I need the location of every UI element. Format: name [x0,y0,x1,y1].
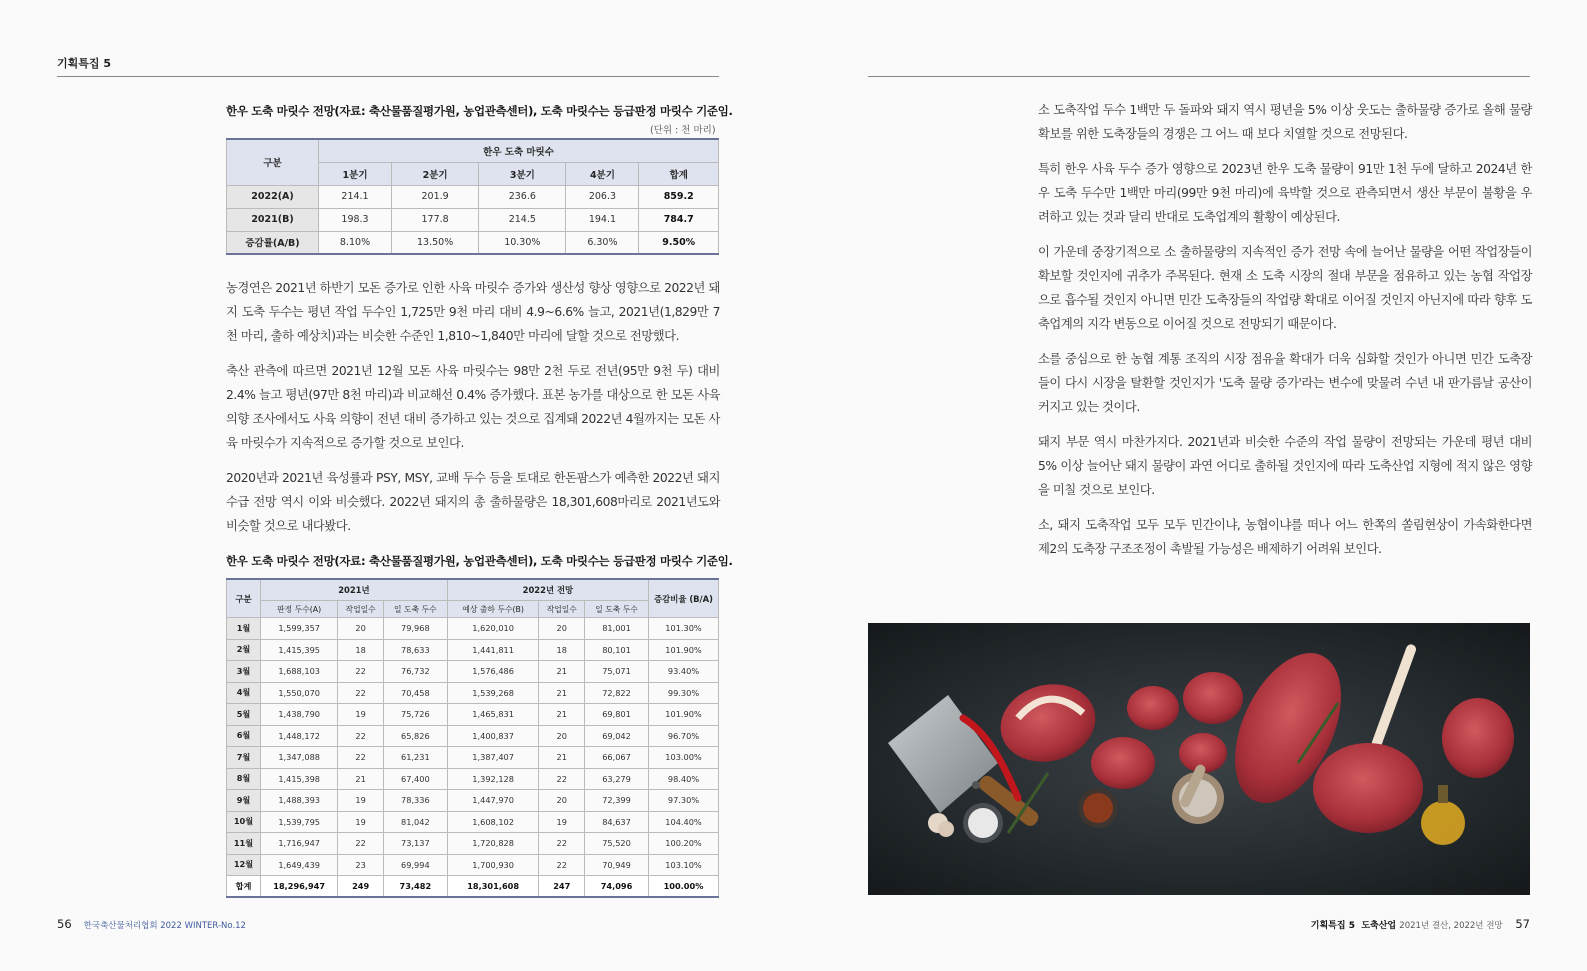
table2-row-label: 6월 [227,725,261,747]
table2-cell: 22 [338,747,384,769]
table2-sub-header: 작업일수 [338,601,384,618]
table-row [227,661,719,683]
footer-left [57,917,246,931]
table1-unit: (단위 : 천 마리) [650,125,716,136]
table2-row-label: 3월 [227,661,261,683]
table2-cell: 247 [539,876,585,898]
table-row [227,231,719,254]
table2-cell: 70,949 [585,854,649,876]
table2-cell: 84,637 [585,811,649,833]
table2-cell: 1,387,407 [447,747,539,769]
table-monthly-slaughter [226,578,719,898]
table1-row-label: 2022(A) [227,185,319,208]
table2-cell: 1,400,837 [447,725,539,747]
table2-row-label: 11월 [227,833,261,855]
table2-sub-header: 일 도축 두수 [585,601,649,618]
table-row [227,704,719,726]
table2-corner: 구분 [227,579,261,618]
table2-row-label: 4월 [227,682,261,704]
table1-row-label: 증감률(A/B) [227,231,319,254]
table-row [227,682,719,704]
right-paragraph-4: 소를 중심으로 한 농협 계통 조직의 시장 점유율 확대가 더욱 심화할 것인가 아니면 민간 도축장들이 다시 시장을 탈환할 것인지가 '도축 물량 증가'라는 변수에 맞물려 수년 내 판가름날 공산이 커지고 있는 것이다. [1038,352,1532,414]
table2-cell: 93.40% [649,661,719,683]
table1-cell: 194.1 [566,208,639,231]
table1-row-label: 2021(B) [227,208,319,231]
table-row [227,768,719,790]
table2-cell: 98.40% [649,768,719,790]
table2-cell: 70,458 [383,682,447,704]
right-paragraph-5: 돼지 부문 역시 마찬가지다. 2021년과 비슷한 수준의 작업 물량이 전망되는 가운데 평년 대비 5% 이상 늘어난 돼지 물량이 과연 어디로 출하될 것인지에 따라 도축산업 지형에 적지 않은 영향을 미칠 것으로 보인다. [1038,435,1532,497]
table2-cell: 100.00% [649,876,719,898]
table2-cell: 1,716,947 [261,833,338,855]
table-row [227,833,719,855]
table2-cell: 20 [338,618,384,640]
table2-cell: 1,649,439 [261,854,338,876]
table2-cell: 1,608,102 [447,811,539,833]
table-row [227,639,719,661]
table2-cell: 22 [338,725,384,747]
table2-sub-header: 판정 두수(A) [261,601,338,618]
table1-col-header: 합계 [639,162,719,185]
right-paragraph-2: 특히 한우 사육 두수 증가 영향으로 2023년 한우 도축 물량이 91만 1천 두에 달하고 2024년 한우 도축 두수만 1백만 마리(99만 9천 마리)에 육박할 것으로 관측되면서 생산 부문이 불황을 우려하고 있는 것과 달리 반대로 도축업계의 활황이 예상된다. [1038,162,1532,224]
section-header: 기획특집 5 [57,57,111,70]
table2-row-label: 2월 [227,639,261,661]
table-row [227,185,719,208]
table2-cell: 63,279 [585,768,649,790]
table2-cell: 1,392,128 [447,768,539,790]
table2-cell: 1,415,398 [261,768,338,790]
table2-sub-header: 일 도축 두수 [383,601,447,618]
left-paragraph-1: 농경연은 2021년 하반기 모돈 증가로 인한 사육 마릿수 증가와 생산성 향상 영향으로 2022년 돼지 도축 두수는 평년 작업 두수인 1,725만 9천 마리 대비 4.9~6.6% 늘고, 2021년(1,829만 7천 마리, 출하 예상치)과는 비슷한 수준인 1,810~1,840만 마리에 달할 것으로 전망했다. [226,281,720,343]
table2-cell: 1,438,790 [261,704,338,726]
table1-cell: 177.8 [392,208,479,231]
table2-cell: 19 [338,790,384,812]
table1-cell: 859.2 [639,185,719,208]
table2-cell: 22 [539,854,585,876]
table2-group-2022: 2022년 전망 [447,579,648,601]
table2-cell: 73,482 [383,876,447,898]
table2-cell: 19 [338,811,384,833]
table2-cell: 1,688,103 [261,661,338,683]
table2-cell: 72,822 [585,682,649,704]
footer-right [1311,917,1530,931]
header-rule-right [868,76,1530,77]
right-paragraph-6: 소, 돼지 도축작업 모두 모두 민간이냐, 농협이냐를 떠나 어느 한쪽의 쏠림현상이 가속화한다면 제2의 도축장 구조조정이 촉발될 가능성은 배제하기 어려워 보인다. [1038,518,1532,556]
table2-cell: 1,599,357 [261,618,338,640]
table2-group-2021: 2021년 [261,579,448,601]
table2-cell: 22 [539,768,585,790]
table2-cell: 101.90% [649,704,719,726]
table2-cell: 22 [338,682,384,704]
table2-cell: 1,720,828 [447,833,539,855]
table2-cell: 75,520 [585,833,649,855]
table2-cell: 103.10% [649,854,719,876]
table2-cell: 18 [338,639,384,661]
table2-cell: 18 [539,639,585,661]
table2-cell: 75,726 [383,704,447,726]
table2-cell: 96.70% [649,725,719,747]
table2-cell: 1,447,970 [447,790,539,812]
table-row [227,811,719,833]
table2-cell: 1,620,010 [447,618,539,640]
table2-cell: 1,539,268 [447,682,539,704]
table2-cell: 22 [338,833,384,855]
table1-cell: 214.1 [319,185,392,208]
table2-cell: 78,336 [383,790,447,812]
table2-cell: 1,347,088 [261,747,338,769]
table-row [227,854,719,876]
table-row [227,790,719,812]
table2-row-label: 7월 [227,747,261,769]
table2-cell: 20 [539,790,585,812]
table2-cell: 101.90% [649,639,719,661]
table2-cell: 81,042 [383,811,447,833]
table1-col-header: 1분기 [319,162,392,185]
table-row [227,208,719,231]
table2-cell: 22 [338,661,384,683]
table1-cell: 198.3 [319,208,392,231]
table1-col-header: 4분기 [566,162,639,185]
table2-cell: 73,137 [383,833,447,855]
table2-title: 한우 도축 마릿수 전망(자료: 축산물품질평가원, 농업관측센터), 도축 마릿수는 등급판정 마릿수 기준임. [226,554,733,568]
table2-cell: 78,633 [383,639,447,661]
left-paragraph-2: 축산 관측에 따르면 2021년 12월 모돈 사육 마릿수는 98만 2천 두로 전년(95만 9천 두) 대비 2.4% 늘고 평년(97만 8천 마리)과 비교해선 0.4% 증가했다. 표본 농가를 대상으로 한 모돈 사육 의향 조사에서도 사육 의향이 전년 대비 증가하고 있는 것으로 집계돼 2022년 4월까지는 모돈 사육 마릿수가 지속적으로 증가할 것으로 보인다. [226,364,720,450]
table2-cell: 21 [539,747,585,769]
table2-cell: 75,071 [585,661,649,683]
table2-cell: 1,448,172 [261,725,338,747]
table1-corner: 구분 [227,139,319,185]
table2-cell: 22 [539,833,585,855]
table1-cell: 201.9 [392,185,479,208]
table1-cell: 206.3 [566,185,639,208]
table2-cell: 74,096 [585,876,649,898]
table2-cell: 69,042 [585,725,649,747]
table2-cell: 1,441,811 [447,639,539,661]
table2-cell: 20 [539,618,585,640]
table2-cell: 69,801 [585,704,649,726]
table2-cell: 1,550,070 [261,682,338,704]
table2-row-label: 1월 [227,618,261,640]
footer-section: 기획특집 5 [1310,921,1355,931]
table1-cell: 6.30% [566,231,639,254]
table2-cell: 69,994 [383,854,447,876]
table2-cell: 18,301,608 [447,876,539,898]
table2-cell: 1,415,395 [261,639,338,661]
table2-cell: 20 [539,725,585,747]
table2-cell: 72,399 [585,790,649,812]
table2-sub-header: 예상 출하 두수(B) [447,601,539,618]
table2-cell: 1,465,831 [447,704,539,726]
table1-cell: 214.5 [479,208,566,231]
table2-cell: 81,001 [585,618,649,640]
table1-cell: 13.50% [392,231,479,254]
table-hanwoo-quarterly [226,138,719,255]
table2-cell: 249 [338,876,384,898]
right-paragraph-3: 이 가운데 중장기적으로 소 출하물량의 지속적인 증가 전망 속에 늘어난 물량을 어떤 작업장들이 확보할 것인지에 귀추가 주목된다. 현재 소 도축 시장의 절대 부문을 점유하고 있는 농협 작업장으로 흡수될 것인지 아니면 민간 도축장들의 작업량 확대로 이어질 것인지 아닌지에 따라 향후 도축업계의 지각 변동으로 이어질 것으로 전망되기 때문이다. [1038,245,1532,331]
table2-cell: 66,067 [585,747,649,769]
table2-cell: 101.30% [649,618,719,640]
table2-cell: 103.00% [649,747,719,769]
header-rule-left [57,76,719,77]
table1-title: 한우 도축 마릿수 전망(자료: 축산물품질평가원, 농업관측센터), 도축 마릿수는 등급판정 마릿수 기준임. [226,104,733,118]
table2-cell: 23 [338,854,384,876]
table1-cell: 10.30% [479,231,566,254]
table2-cell: 19 [338,704,384,726]
footer-subtitle: 2021년 결산, 2022년 전망 [1399,921,1503,931]
table2-cell: 76,732 [383,661,447,683]
meat-cuts-photo [868,623,1530,895]
publication-name: 한국축산물처리협회 2022 WINTER-No.12 [83,921,246,931]
table2-row-label: 5월 [227,704,261,726]
page-number-right: 57 [1515,917,1530,931]
table2-cell: 21 [539,661,585,683]
table-row [227,747,719,769]
table1-cell: 784.7 [639,208,719,231]
table1-cell: 8.10% [319,231,392,254]
left-paragraph-3: 2020년과 2021년 육성률과 PSY, MSY, 교배 두수 등을 토대로 한돈팜스가 예측한 2022년 돼지 수급 전망 역시 이와 비슷했다. 2022년 돼지의 총 출하물량은 18,301,608마리로 2021년도와 비슷할 것으로 내다봤다. [226,471,720,533]
table2-cell: 67,400 [383,768,447,790]
table2-cell: 1,700,930 [447,854,539,876]
table2-ratio-header: 증감비율 (B/A) [649,579,719,618]
right-paragraph-1: 소 도축작업 두수 1백만 두 돌파와 돼지 역시 평년을 5% 이상 웃도는 출하물량 증가로 올해 물량 확보를 위한 도축장들의 경쟁은 그 어느 때 보다 치열할 것으로 전망된다. [1038,103,1532,141]
table-row [227,725,719,747]
page-number-left: 56 [57,917,72,931]
table1-group-header: 한우 도축 마릿수 [319,139,719,162]
table2-sub-header: 작업일수 [539,601,585,618]
table2-row-label: 9월 [227,790,261,812]
table2-row-label: 8월 [227,768,261,790]
table2-cell: 79,968 [383,618,447,640]
table2-row-label: 12월 [227,854,261,876]
table2-row-label: 합계 [227,876,261,898]
table2-cell: 18,296,947 [261,876,338,898]
table2-cell: 1,539,795 [261,811,338,833]
table2-cell: 97.30% [649,790,719,812]
table1-cell: 236.6 [479,185,566,208]
table2-cell: 21 [539,704,585,726]
table2-cell: 61,231 [383,747,447,769]
table1-col-header: 2분기 [392,162,479,185]
table2-cell: 100.20% [649,833,719,855]
table2-cell: 65,826 [383,725,447,747]
table2-row-label: 10월 [227,811,261,833]
table-row [227,876,719,898]
table2-cell: 1,488,393 [261,790,338,812]
table2-cell: 19 [539,811,585,833]
table2-cell: 104.40% [649,811,719,833]
table1-cell: 9.50% [639,231,719,254]
table2-cell: 21 [539,682,585,704]
table2-cell: 99.30% [649,682,719,704]
table1-col-header: 3분기 [479,162,566,185]
table2-cell: 80,101 [585,639,649,661]
table-row [227,618,719,640]
table2-cell: 21 [338,768,384,790]
table2-cell: 1,576,486 [447,661,539,683]
footer-topic: 도축산업 [1361,921,1397,931]
